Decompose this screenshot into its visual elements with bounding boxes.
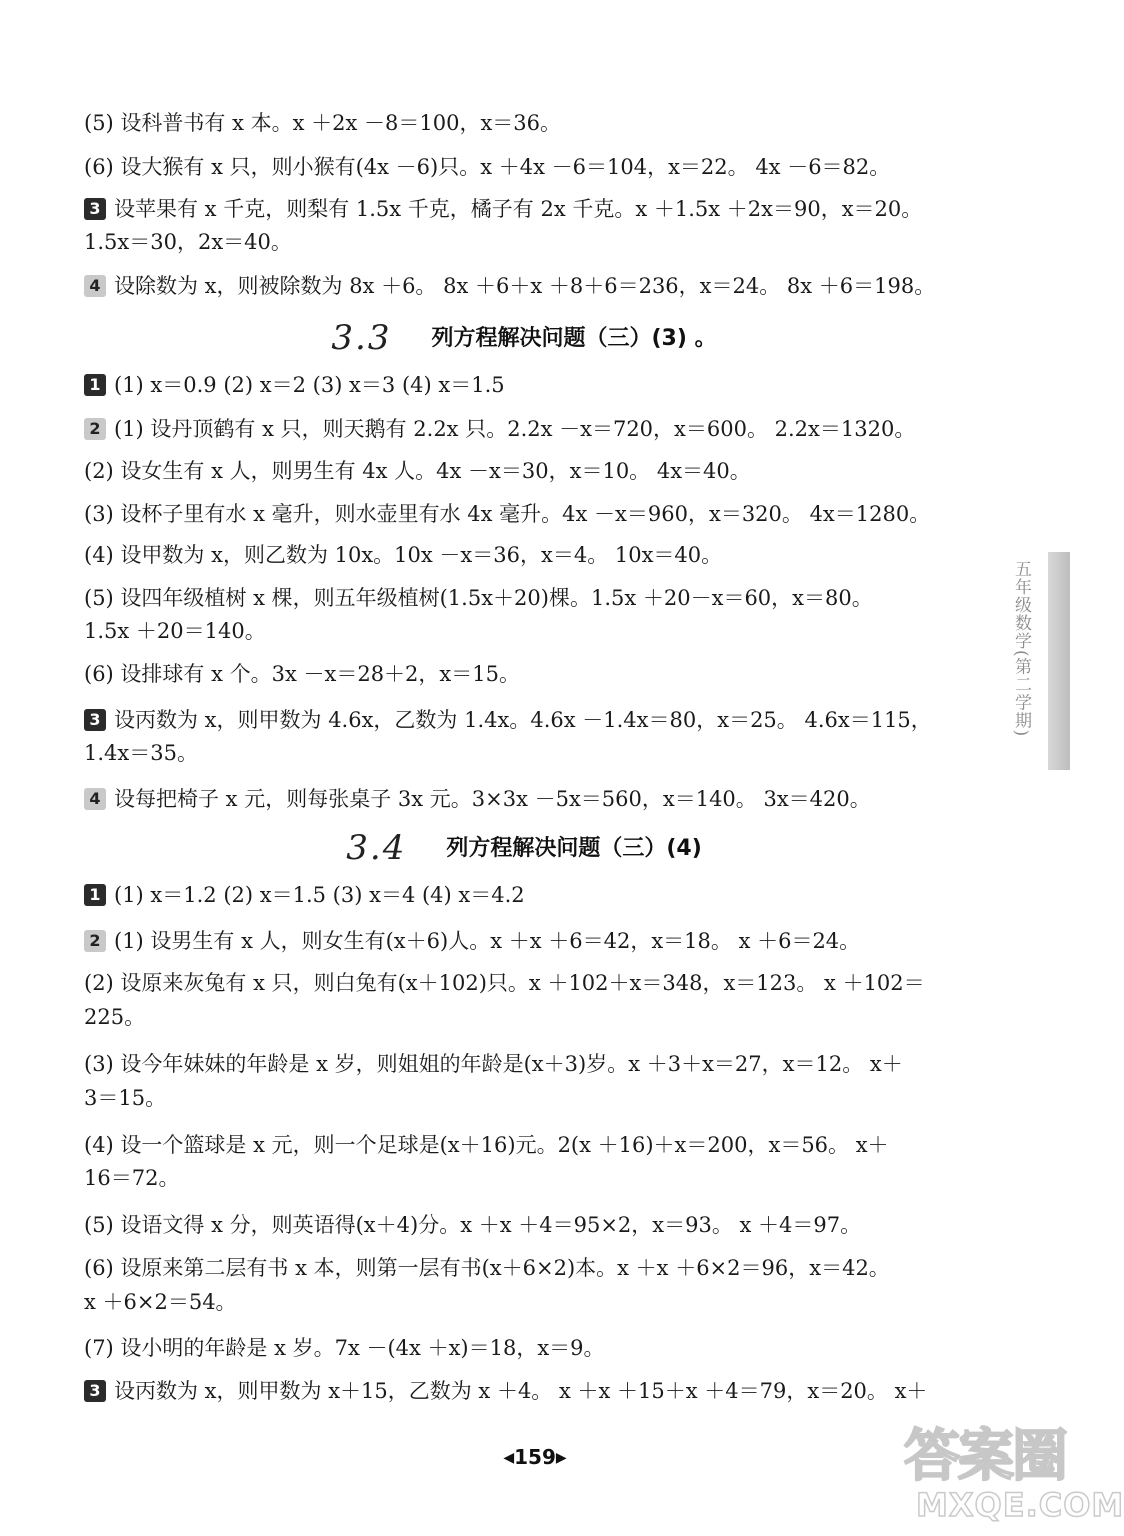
watermark-logo: [898, 1408, 1124, 1532]
section-title: 列方程解决问题（三）(3) 。: [431, 326, 717, 351]
answer-line: 4 设每把椅子 x 元，则每张桌子 3x 元。3×3x －5x＝560，x＝140。 3x＝420。: [84, 784, 871, 814]
answer-line: 1.5x＝30，2x＝40。: [84, 230, 292, 254]
answer-line: 3 设丙数为 x，则甲数为 x＋15，乙数为 x ＋4。 x ＋x ＋15＋x ＋4＝79，x＝20。 x＋: [84, 1376, 927, 1406]
question-number-badge: 1: [84, 884, 106, 906]
answer-line: 2 (1) 设男生有 x 人，则女生有(x＋6)人。x ＋x ＋6＝42，x＝18。 x ＋6＝24。: [84, 926, 860, 956]
left-triangle-icon: ◀: [503, 1450, 515, 1466]
section-number: 3.3: [331, 318, 392, 358]
answer-line: 1 (1) x＝0.9 (2) x＝2 (3) x＝3 (4) x＝1.5: [84, 370, 505, 400]
question-number-badge: 4: [84, 788, 106, 810]
answer-line: 1 (1) x＝1.2 (2) x＝1.5 (3) x＝4 (4) x＝4.2: [84, 880, 525, 910]
answer-line: (5) 设科普书有 x 本。x ＋2x －8＝100，x＝36。: [84, 111, 562, 135]
answer-line: 3 设苹果有 x 千克，则梨有 1.5x 千克，橘子有 2x 千克。x ＋1.5x ＋2x＝90，x＝20。: [84, 194, 922, 224]
answer-line: 1.5x ＋20＝140。: [84, 619, 266, 643]
section-heading: [84, 318, 964, 358]
question-number-badge: 3: [84, 198, 106, 220]
side-book-label: 五年级数学(第二学期): [1011, 560, 1031, 738]
answer-line: (5) 设语文得 x 分，则英语得(x＋4)分。x ＋x ＋4＝95×2，x＝93。 x ＋4＝97。: [84, 1213, 862, 1237]
watermark-cn-text: 答案圈: [904, 1424, 1066, 1489]
answer-line: 16＝72。: [84, 1166, 180, 1190]
answer-line: (2) 设原来灰兔有 x 只，则白兔有(x＋102)只。x ＋102＋x＝348，x＝123。 x ＋102＝: [84, 971, 925, 995]
answer-line: (2) 设女生有 x 人，则男生有 4x 人。4x －x＝30，x＝10。 4x＝40。: [84, 459, 751, 483]
answer-line: 3 设丙数为 x，则甲数为 4.6x，乙数为 1.4x。4.6x －1.4x＝80，x＝25。 4.6x＝115，: [84, 705, 932, 735]
answer-line: 1.4x＝35。: [84, 741, 198, 765]
answer-line: 225。: [84, 1005, 146, 1029]
section-number: 3.4: [346, 828, 407, 868]
answer-line: (4) 设甲数为 x，则乙数为 10x。10x －x＝36，x＝4。 10x＝40。: [84, 543, 723, 567]
question-number-badge: 2: [84, 930, 106, 952]
answer-line: 2 (1) 设丹顶鹤有 x 只，则天鹅有 2.2x 只。2.2x －x＝720，x＝600。 2.2x＝1320。: [84, 414, 915, 444]
section-heading: [84, 828, 964, 868]
answer-line: (3) 设杯子里有水 x 毫升，则水壶里有水 4x 毫升。4x －x＝960，x＝320。 4x＝1280。: [84, 502, 931, 526]
answer-line: 4 设除数为 x，则被除数为 8x ＋6。 8x ＋6＋x ＋8＋6＝236，x＝24。 8x ＋6＝198。: [84, 271, 935, 301]
question-number-badge: 3: [84, 1380, 106, 1402]
section-title: 列方程解决问题（三）(4): [446, 836, 702, 861]
answer-line: (5) 设四年级植树 x 棵，则五年级植树(1.5x＋20)棵。1.5x ＋20－x＝60，x＝80。: [84, 586, 873, 610]
question-number-badge: 4: [84, 275, 106, 297]
answer-line: x ＋6×2＝54。: [84, 1290, 237, 1314]
page-edge-tab: [1048, 552, 1070, 770]
answer-line: (6) 设原来第二层有书 x 本，则第一层有书(x＋6×2)本。x ＋x ＋6×2＝96，x＝42。: [84, 1256, 890, 1280]
page-number-text: 159: [514, 1445, 556, 1469]
answer-line: (7) 设小明的年龄是 x 岁。7x －(4x ＋x)＝18，x＝9。: [84, 1336, 605, 1360]
answer-line: (3) 设今年妹妹的年龄是 x 岁，则姐姐的年龄是(x＋3)岁。x ＋3＋x＝27，x＝12。 x＋: [84, 1052, 903, 1076]
question-number-badge: 1: [84, 374, 106, 396]
answer-line: (6) 设排球有 x 个。3x －x＝28＋2，x＝15。: [84, 662, 520, 686]
answer-line: 3＝15。: [84, 1086, 167, 1110]
question-number-badge: 3: [84, 709, 106, 731]
question-number-badge: 2: [84, 418, 106, 440]
watermark-en-text: MXQE.COM: [916, 1486, 1124, 1524]
answer-line: (4) 设一个篮球是 x 元，则一个足球是(x＋16)元。2(x ＋16)＋x＝200，x＝56。 x＋: [84, 1133, 889, 1157]
answer-line: (6) 设大猴有 x 只，则小猴有(4x －6)只。x ＋4x －6＝104，x＝22。 4x －6＝82。: [84, 155, 891, 179]
right-triangle-icon: ▶: [555, 1450, 567, 1466]
